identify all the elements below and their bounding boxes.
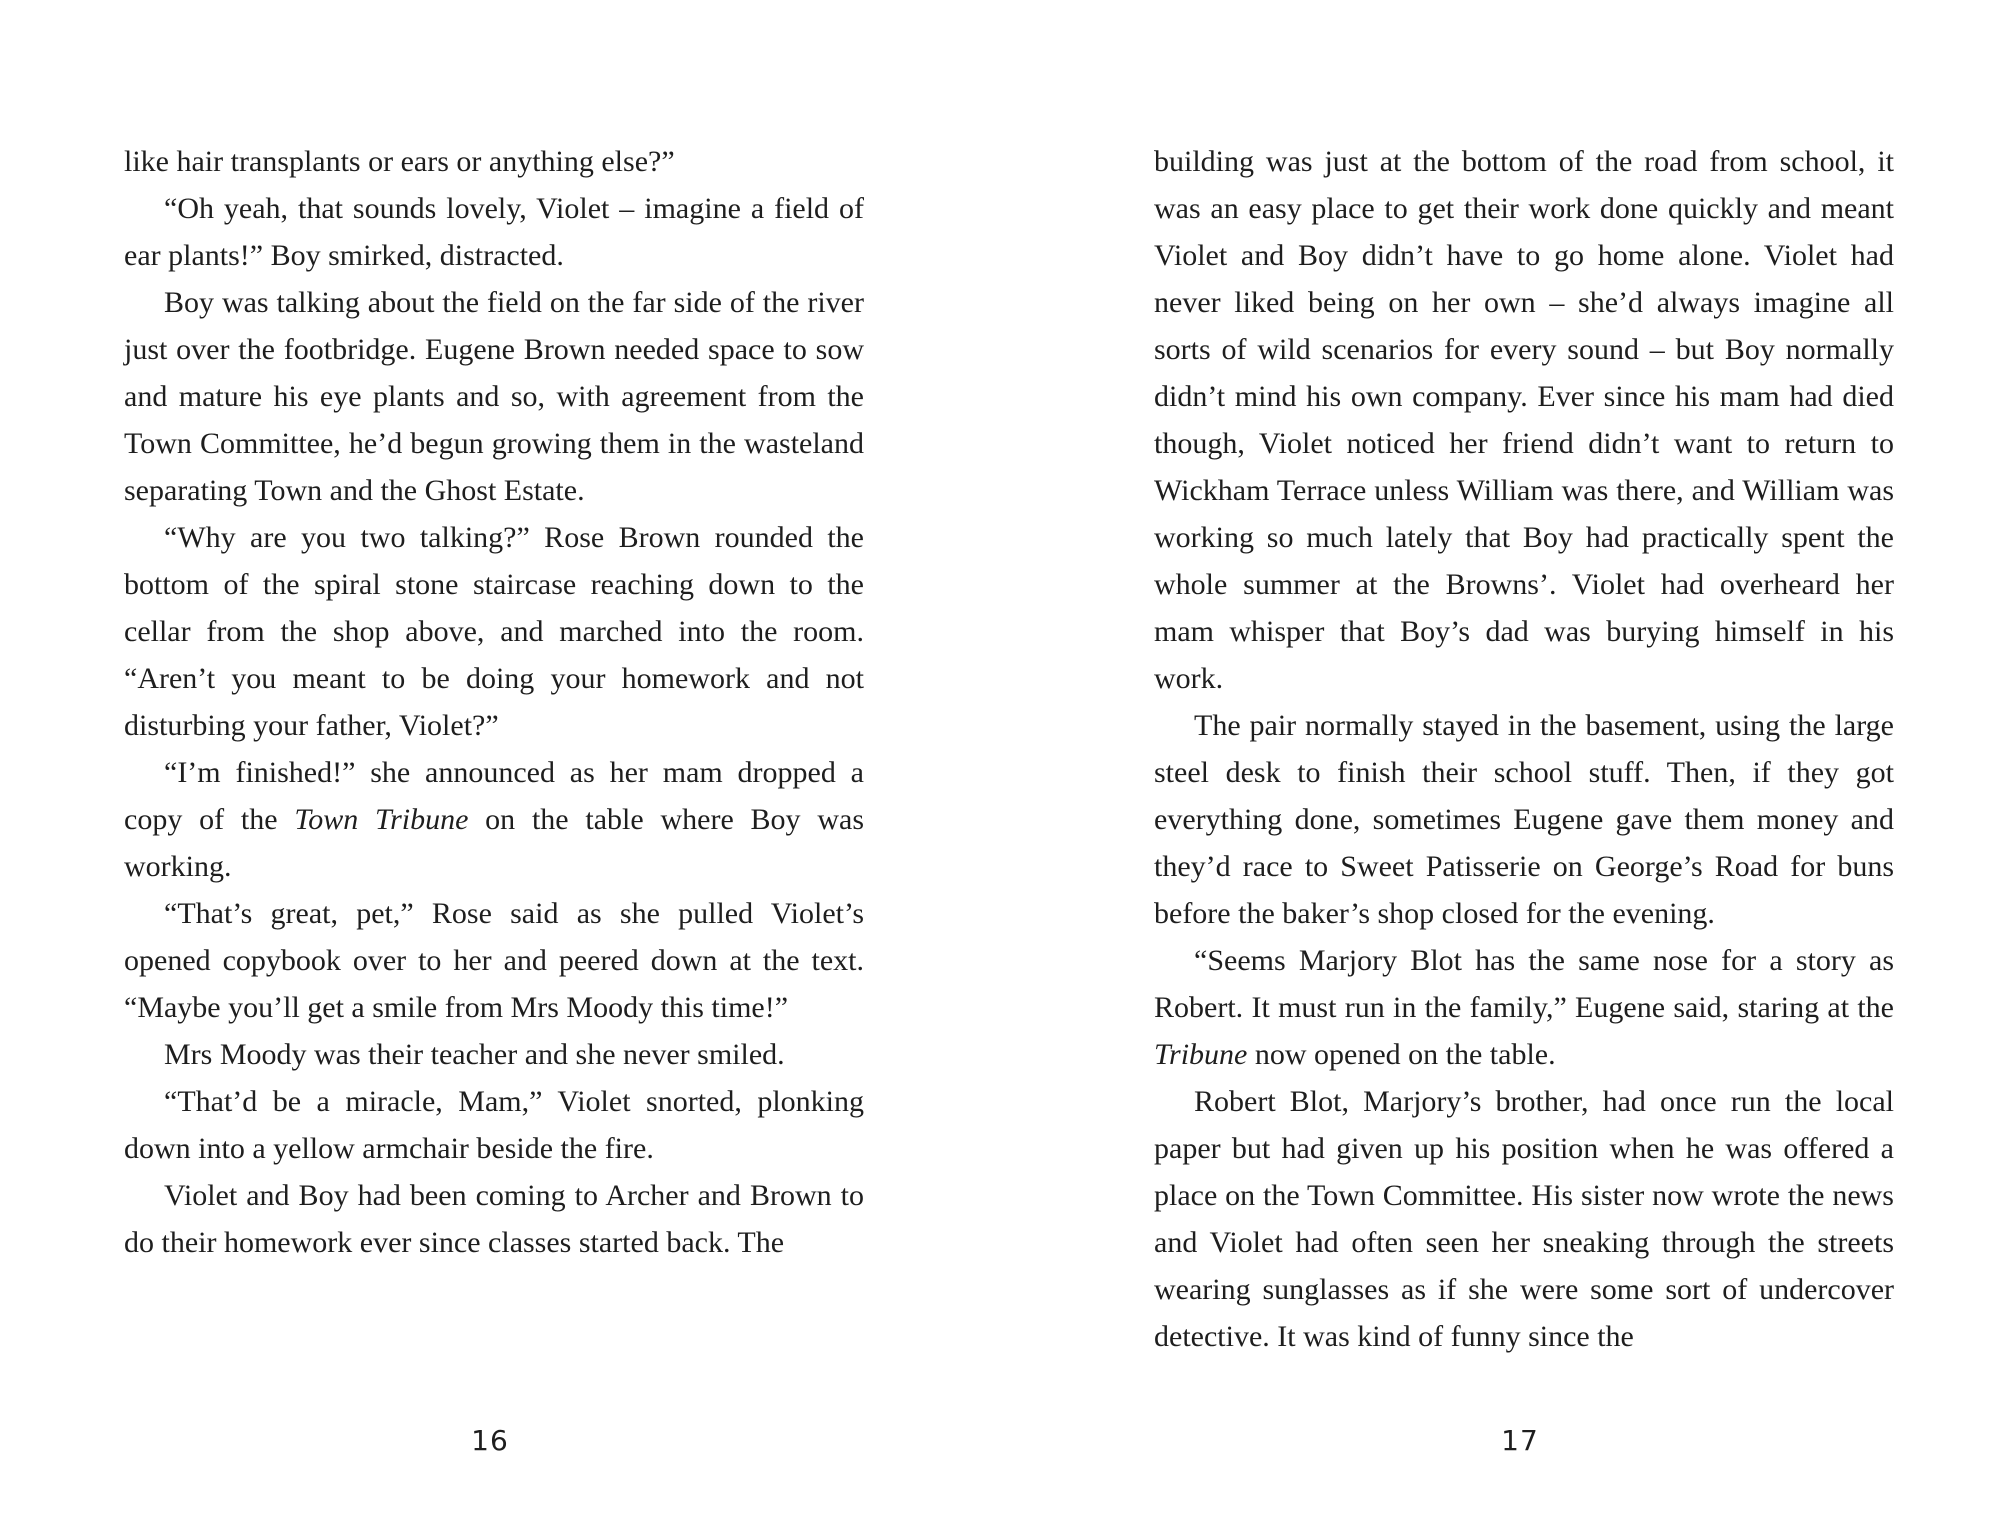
right-page-text: [1154, 138, 1894, 1360]
text-run: “That’s great, pet,” Rose said as she pulled Violet’s opened copybook over to her and peered down at the text. “Maybe you’ll get a smile from Mrs Moody this time!”: [124, 897, 864, 1024]
paragraph: [124, 1031, 864, 1078]
text-run: on the table where Boy was working.: [124, 803, 864, 883]
paragraph: [1154, 702, 1894, 937]
paragraph: [124, 185, 864, 279]
text-run: Mrs Moody was their teacher and she never smiled.: [164, 1038, 785, 1071]
text-run: “I’m finished!” she announced as her mam dropped a copy of the: [124, 756, 864, 836]
left-page-text: [124, 138, 864, 1266]
left-page-number: 16: [471, 1424, 509, 1457]
paragraph: [124, 514, 864, 749]
paragraph: [124, 1078, 864, 1172]
paragraph: [124, 279, 864, 514]
italic-title: Town Tribune: [294, 803, 469, 836]
paragraph: [124, 890, 864, 1031]
paragraph: [1154, 1078, 1894, 1360]
paragraph: [1154, 138, 1894, 702]
paragraph: [124, 138, 864, 185]
text-run: “Oh yeah, that sounds lovely, Violet – imagine a field of ear plants!” Boy smirked, distracted.: [124, 192, 864, 272]
text-run: Robert Blot, Marjory’s brother, had once run the local paper but had given up his position when he was offered a place on the Town Committee. His sister now wrote the news and Violet had often seen her sneaking through the streets wearing sunglasses as if she were some sort of undercover detective. It was kind of funny since the: [1154, 1085, 1894, 1353]
text-run: “That’d be a miracle, Mam,” Violet snorted, plonking down into a yellow armchair beside the fire.: [124, 1085, 864, 1165]
text-run: “Seems Marjory Blot has the same nose for a story as Robert. It must run in the family,” Eugene said, staring at the: [1154, 944, 1894, 1024]
text-run: Violet and Boy had been coming to Archer and Brown to do their homework ever since classes started back. The: [124, 1179, 864, 1259]
right-page-number: 17: [1501, 1424, 1539, 1457]
text-run: building was just at the bottom of the road from school, it was an easy place to get their work done quickly and meant Violet and Boy didn’t have to go home alone. Violet had never liked being on her own – she’d always imagine all sorts of wild scenarios for every sound – but Boy normally didn’t mind his own company. Ever since his mam had died though, Violet noticed her friend didn’t want to return to Wickham Terrace unless William was there, and William was working so much lately that Boy had practically spent the whole summer at the Browns’. Violet had overheard her mam whisper that Boy’s dad was burying himself in his work.: [1154, 145, 1894, 695]
italic-title: Tribune: [1154, 1038, 1248, 1071]
text-run: like hair transplants or ears or anything else?”: [124, 145, 675, 178]
text-run: Boy was talking about the field on the far side of the river just over the footbridge. Eugene Brown needed space to sow and mature his eye plants and so, with agreement from the Town Committee, he’d begun growing them in the wasteland separating Town and the Ghost Estate.: [124, 286, 864, 507]
text-run: now opened on the table.: [1247, 1038, 1556, 1071]
text-run: The pair normally stayed in the basement, using the large steel desk to finish their school stuff. Then, if they got everything done, sometimes Eugene gave them money and they’d race to Sweet Patisserie on George’s Road for buns before the baker’s shop closed for the evening.: [1154, 709, 1894, 930]
paragraph: [124, 1172, 864, 1266]
paragraph: [1154, 937, 1894, 1078]
text-run: “Why are you two talking?” Rose Brown rounded the bottom of the spiral stone staircase reaching down to the cellar from the shop above, and marched into the room. “Aren’t you meant to be doing your homework and not disturbing your father, Violet?”: [124, 521, 864, 742]
paragraph: [124, 749, 864, 890]
